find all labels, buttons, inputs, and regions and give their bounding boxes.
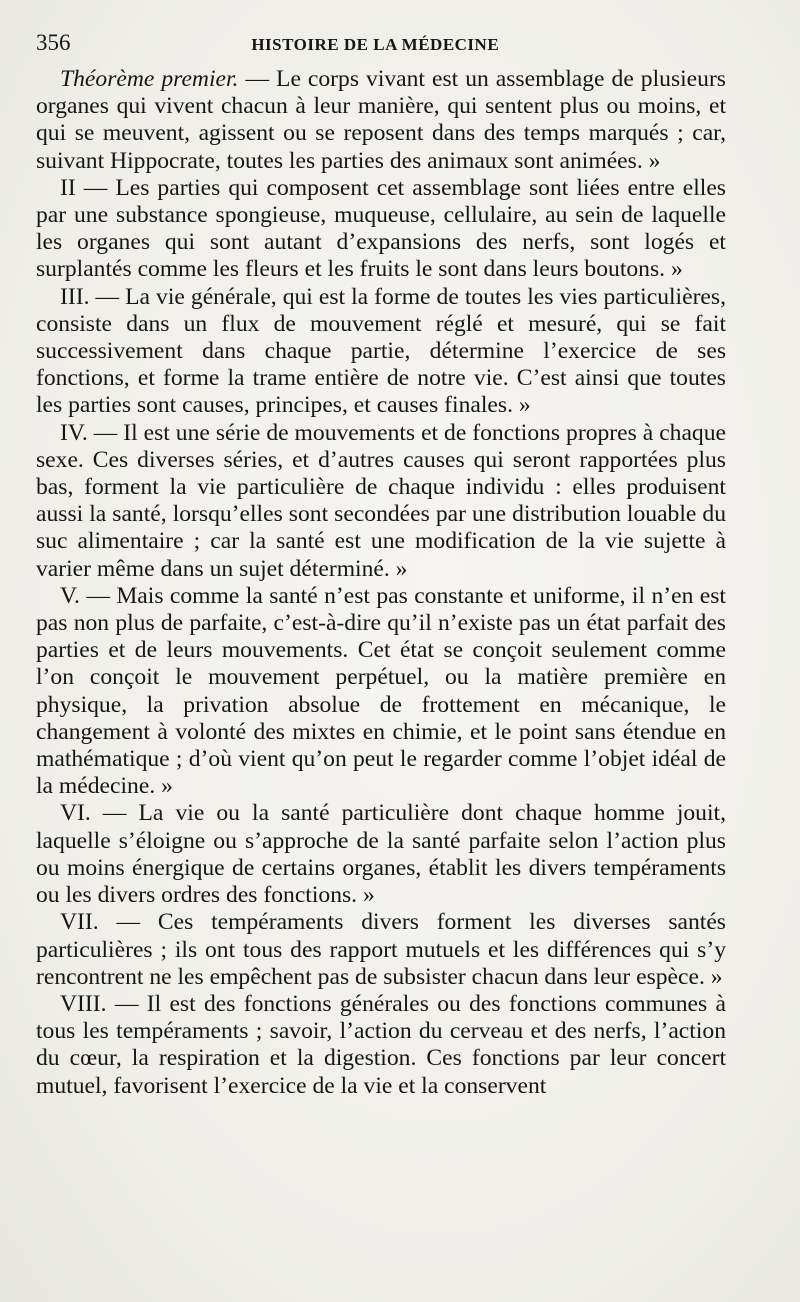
paragraph-label: VI.	[60, 800, 91, 827]
paragraph-theorem-4	[36, 420, 726, 583]
paragraph-label: II	[60, 174, 76, 201]
paragraph-label: IV.	[60, 419, 88, 446]
paragraph-theorem-7	[36, 909, 726, 991]
paragraph-text: — La vie générale, qui est la forme de toutes les vies particulières, consiste dans un flux de mouvement réglé et mesuré, qui se fait successivement dans chaque partie, détermine l’exercice de ses fonctions, et forme la trame entière de notre vie. C’est ainsi que toutes les parties sont causes, principes, et causes finales. »	[36, 283, 726, 419]
paragraph-text: — Ces tempéraments divers forment les diverses santés particulières ; ils ont tous des rapport mutuels et les différences qui s’y rencontrent ne les empêchent pas de subsister chacun dans leur espèce. »	[36, 909, 726, 990]
paragraph-label: III.	[60, 283, 90, 310]
paragraph-theorem-8	[36, 991, 726, 1100]
paragraph-label: VII.	[60, 909, 99, 936]
body-text	[36, 66, 726, 1100]
paragraph-text: — Mais comme la santé n’est pas constante et uniforme, il n’en est pas non plus de parfaite, c’est-à-dire qu’il n’existe pas un état parfait des parties et de leurs mouvements. Cet état se conçoit seulement comme l’on conçoit le mouvement perpétuel, ou la matière première en physique, la privation absolue de frottement en mécanique, le changement à volonté des mixtes en chimie, et le point sans étendue en mathématique ; d’où vient qu’on peut le regarder comme l’objet idéal de la médecine. »	[36, 582, 726, 800]
paragraph-label: V.	[60, 582, 80, 609]
paragraph-text: — Il est des fonctions générales ou des fonctions communes à tous les tempéraments ; savoir, l’action du cerveau et des nerfs, l’action du cœur, la respiration et la digestion. Ces fonctions par leur concert mutuel, favorisent l’exercice de la vie et la conservent	[36, 990, 726, 1099]
paragraph-text: — Les parties qui composent cet assemblage sont liées entre elles par une substance spongieuse, muqueuse, cellulaire, au sein de laquelle les organes qui sont autant d’expansions des nerfs, sont logés et surplantés comme les fleurs et les fruits le sont dans leurs boutons. »	[36, 174, 726, 283]
paragraph-theorem-3	[36, 284, 726, 420]
paragraph-label: Théorème premier.	[60, 66, 239, 92]
page-number: 356	[36, 30, 71, 55]
page-header	[36, 30, 740, 60]
paragraph-theorem-1	[36, 66, 726, 175]
paragraph-text: — Il est une série de mouvements et de fonctions propres à chaque sexe. Ces diverses séries, et d’autres causes qui seront rapportées plus bas, forment la vie particulière de chaque individu : elles produisent aussi la santé, lorsqu’elles sont secondées par une distribution louable du suc alimentaire ; car la santé est une modification de la vie sujette à varier même dans un sujet déterminé. »	[36, 419, 726, 582]
paragraph-text: — Le corps vivant est un assemblage de plusieurs organes qui vivent chacun à leur manière, qui sentent plus ou moins, et qui se meuvent, agissent ou se reposent dans des temps marqués ; car, suivant Hippocrate, toutes les parties des animaux sont animées. »	[36, 66, 726, 174]
paragraph-text: — La vie ou la santé particulière dont chaque homme jouit, laquelle s’éloigne ou s’approche de la santé parfaite selon l’action plus ou moins énergique de certains organes, établit les divers tempéraments ou les divers ordres des fonctions. »	[36, 800, 726, 909]
paragraph-theorem-5	[36, 583, 726, 801]
paragraph-theorem-2	[36, 175, 726, 284]
running-title: HISTOIRE DE LA MÉDECINE	[251, 35, 500, 54]
paragraph-label: VIII.	[60, 990, 107, 1017]
paragraph-theorem-6	[36, 800, 726, 909]
